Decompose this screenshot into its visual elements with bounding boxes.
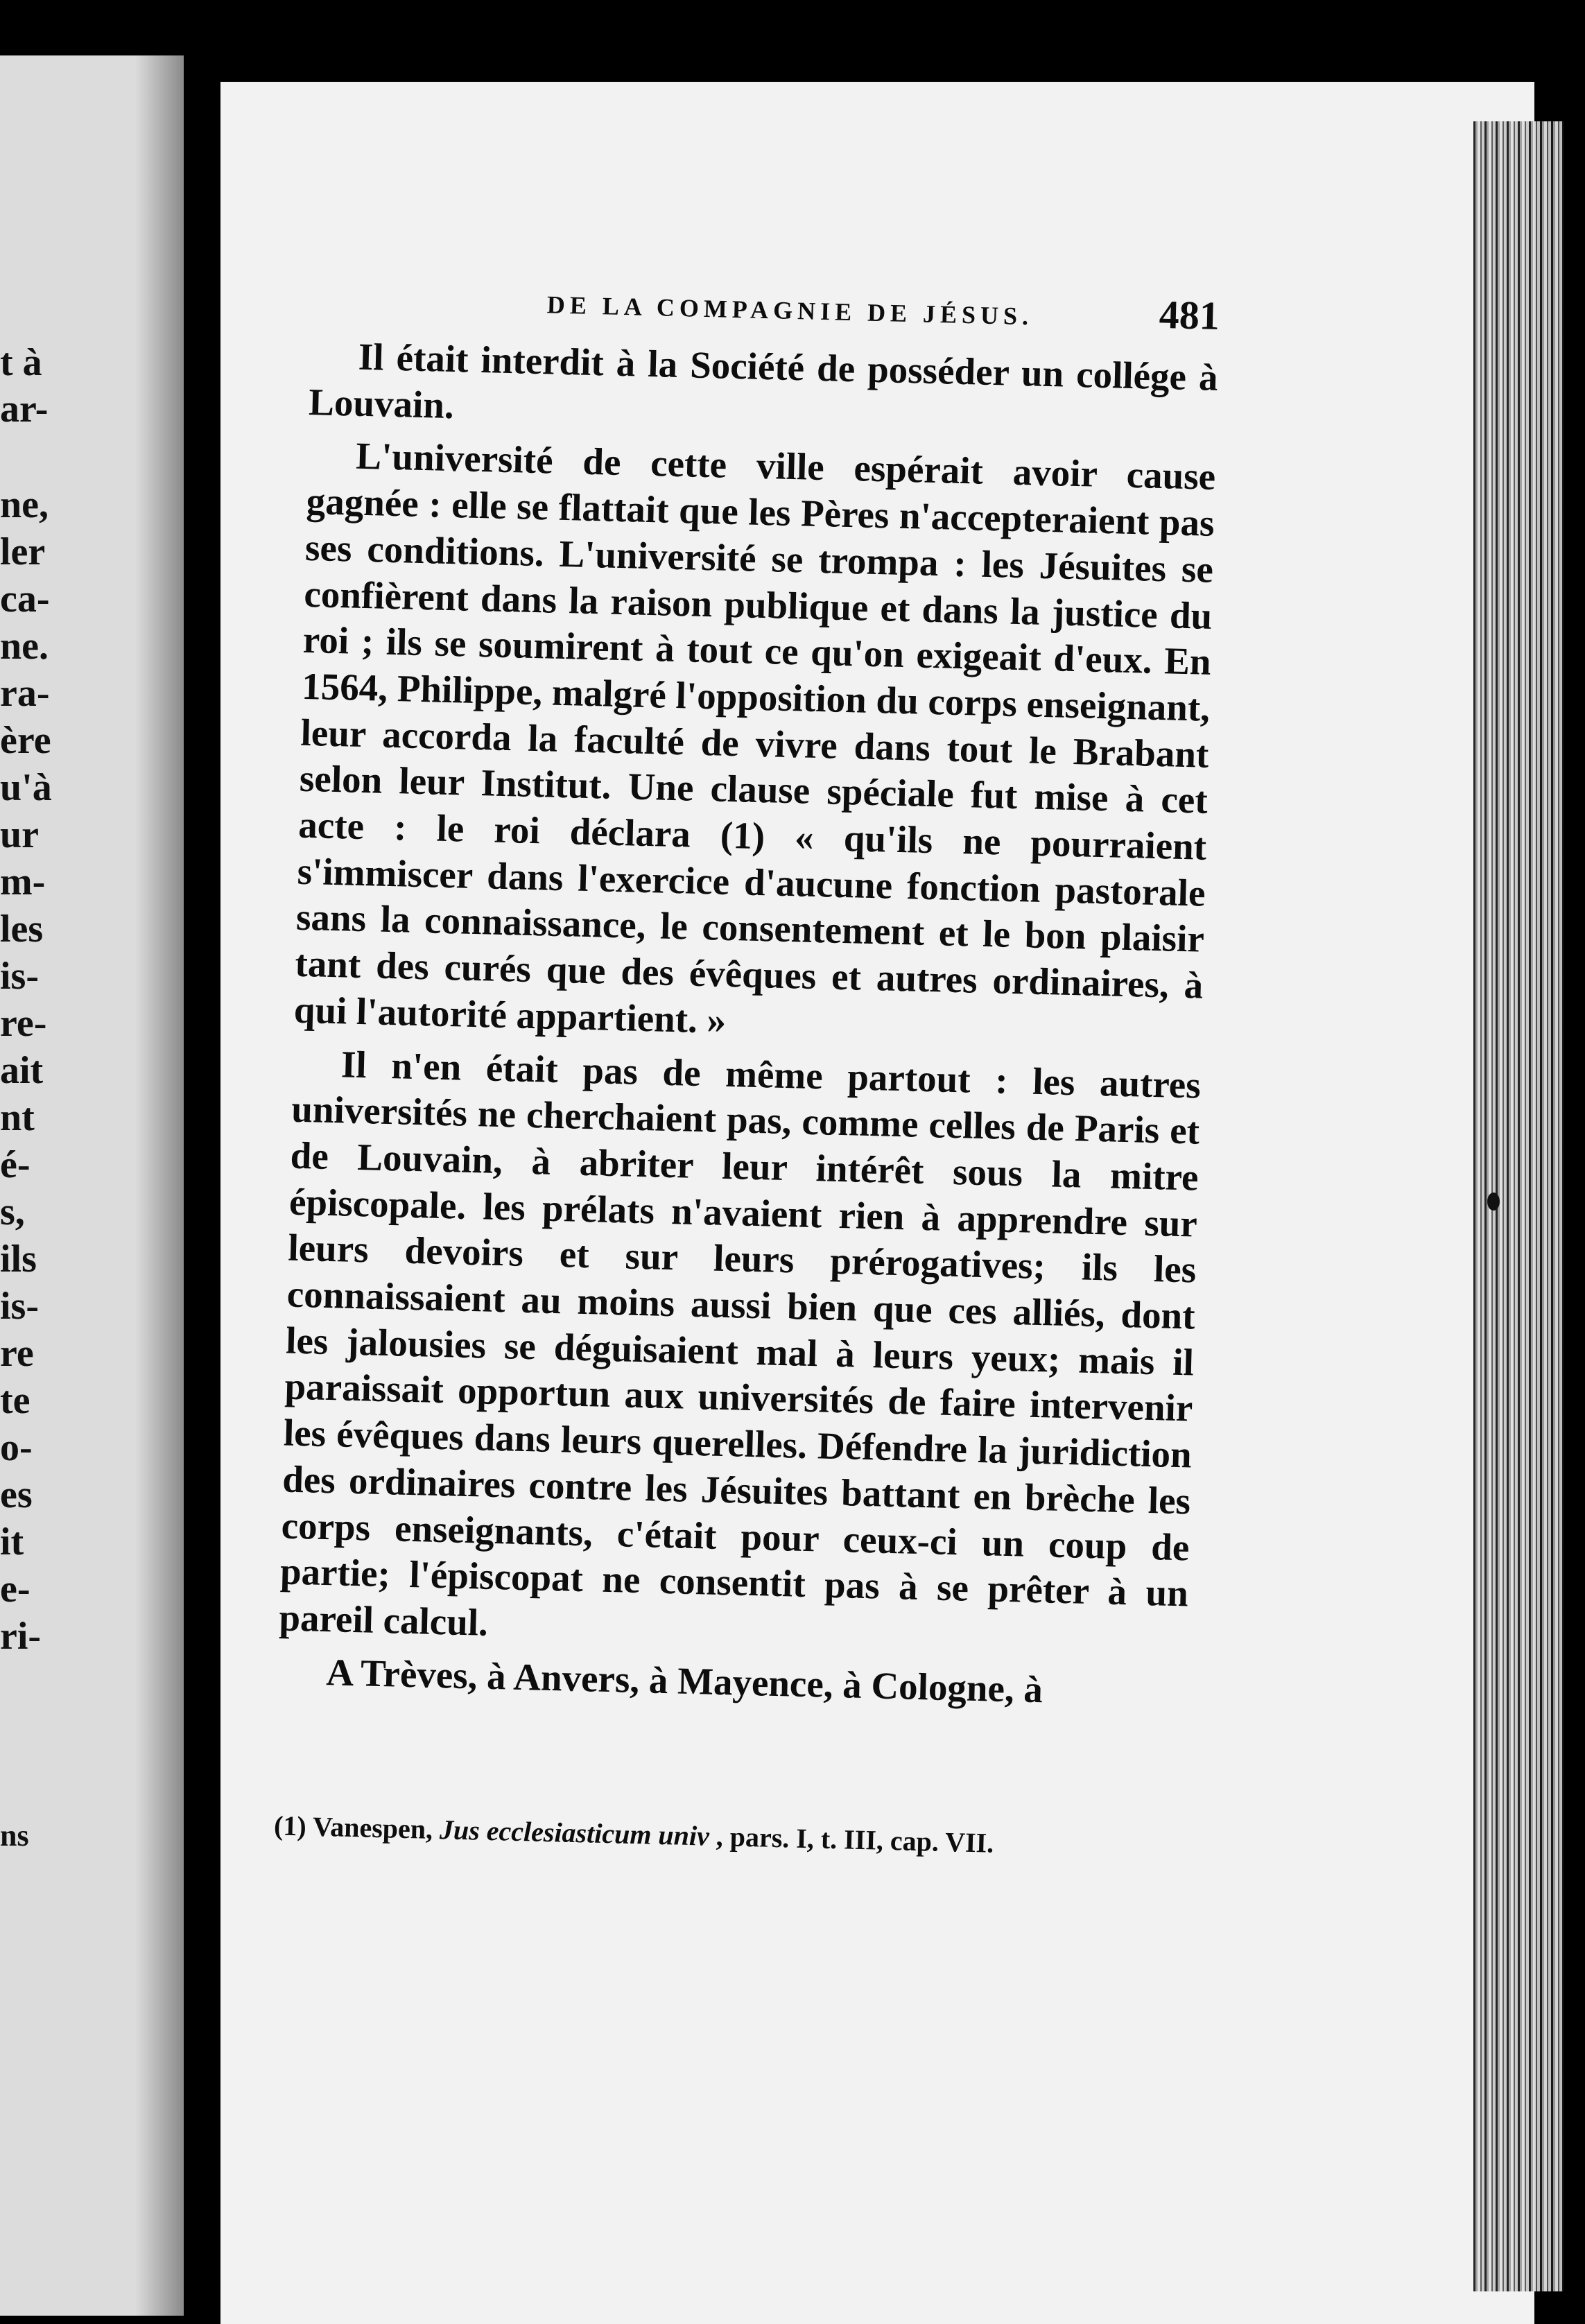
running-title: DE LA COMPAGNIE DE JÉSUS. [546, 290, 1034, 331]
left-page-line: ait [0, 1049, 44, 1092]
left-page-line: s, [0, 1190, 25, 1233]
left-page-line: ns [0, 1819, 29, 1853]
left-page-line: m- [0, 860, 46, 903]
left-page-line: re- [0, 1002, 47, 1045]
left-page-line: es [0, 1473, 33, 1516]
left-page-line: nt [0, 1096, 35, 1139]
footnote-work-title: Jus ecclesiasticum univ [439, 1814, 710, 1853]
left-page-fragment [0, 55, 184, 2316]
book-spine-edge [1473, 121, 1564, 2291]
left-page-line: ne, [0, 483, 49, 526]
left-page-line: ri- [0, 1615, 42, 1658]
paragraph: A Trèves, à Anvers, à Mayence, à Cologne, à [325, 1650, 1043, 1711]
left-page-line: o- [0, 1426, 33, 1469]
footnote-marker: (1) Vanespen, [273, 1810, 433, 1846]
paragraph: Il n'en était pas de même partout : les autres universités ne cherchaient pas, comme celles de Paris et de Louvain, à abriter leur intérêt sous la mitre épiscopale. les prélats n'avaient rien à apprendre sur leurs devoirs et sur leurs prérogatives; ils les connaissaient au moins aussi bien que ces alliés, dont les jalousies se déguisaient mal à leurs yeux; mais il paraissait opportun aux universités de faire intervenir les évêques dans leurs querelles. Défendre la juridiction des ordinaires contre les Jésuites battant en brèche les corps enseignants, c'était pour ceux-ci un coup de partie; l'épiscopat ne consentit pas à se prêter à un pareil calcul. [278, 1042, 1202, 1644]
footnote-reference: , pars. I, t. III, cap. VII. [716, 1821, 994, 1859]
paragraph: Il était interdit à la Société de posséder un collége à Louvain. [308, 335, 1219, 426]
ink-speck [1487, 1193, 1500, 1211]
page-edge-shadow [135, 55, 184, 2316]
left-page-line: ils [0, 1238, 37, 1281]
left-page-line: is- [0, 955, 39, 998]
left-page-line: ler [0, 530, 46, 573]
left-page-line: é- [0, 1143, 31, 1186]
left-page-line: te [0, 1379, 31, 1422]
left-page-line: t à [0, 341, 42, 384]
left-page-line: it [0, 1520, 24, 1563]
footnote [273, 1805, 1182, 1869]
left-page-line: ra- [0, 672, 50, 715]
page-text [272, 270, 1220, 1897]
left-page-line: is- [0, 1285, 39, 1328]
left-page-line: ca- [0, 578, 50, 621]
left-page-line: re [0, 1332, 34, 1375]
paragraph: L'université de cette ville espérait avoir cause gagnée : elle se flattait que les Pères n'accepteraient pas ses conditions. L'université se trompa : les Jésuites se confièrent dans la raison publique et dans la justice du roi ; ils se soumirent à tout ce qu'on exigeait d'eux. En 1564, Philippe, malgré l'opposition du corps enseignant, leur accorda la faculté de vivre dans tout le Brabant selon leur Institut. Une clause spéciale fut mise à cet acte : le roi déclara (1) « qu'ils ne pourraient s'immiscer dans l'exercice d'aucune fonction pastorale sans la connaissance, le consentement et le bon plaisir tant des curés que des évêques et autres ordinaires, à qui l'autorité appartient. » [293, 435, 1216, 1041]
page-number: 481 [1159, 291, 1220, 338]
left-page-line: ur [0, 813, 39, 856]
left-page-line: ar- [0, 388, 49, 431]
left-page-line: u'à [0, 766, 52, 809]
footnote-separator [275, 1701, 1185, 1800]
left-page-line: ère [0, 719, 51, 762]
left-page-line: e- [0, 1568, 31, 1611]
left-page-line: les [0, 908, 44, 951]
left-page-line: ne. [0, 625, 49, 668]
